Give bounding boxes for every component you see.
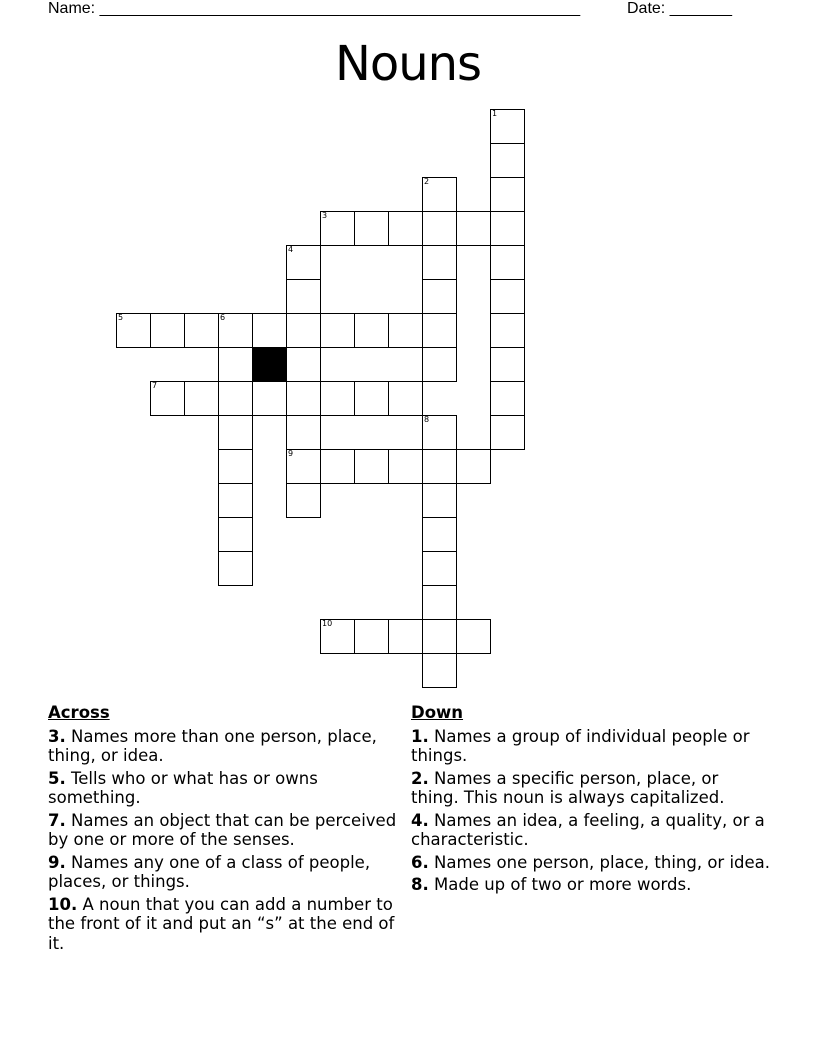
crossword-cell[interactable] (388, 381, 423, 416)
crossword-cell[interactable] (354, 211, 389, 246)
clue-number: 10. (48, 894, 78, 914)
cell-number: 3 (322, 211, 328, 220)
crossword-cell[interactable] (286, 483, 321, 518)
across-clue (48, 853, 413, 892)
clue-number: 1. (411, 726, 429, 746)
down-clue (411, 727, 771, 766)
clue-text: Names an object that can be perceived by one or more of the senses. (48, 810, 397, 849)
down-heading: Down (411, 703, 464, 722)
crossword-cell[interactable] (456, 211, 491, 246)
clue-text: Names more than one person, place, thing, or idea. (48, 726, 377, 765)
clue-text: A noun that you can add a number to the front of it and put an “s” at the end of it. (48, 894, 395, 953)
crossword-cell[interactable] (490, 211, 525, 246)
clue-text: Names a group of individual people or things. (411, 726, 750, 765)
crossword-cell[interactable] (354, 449, 389, 484)
across-heading: Across (48, 703, 110, 722)
crossword-cell[interactable] (490, 109, 525, 144)
across-clues (48, 703, 413, 956)
crossword-cell[interactable] (422, 585, 457, 620)
crossword-cell[interactable] (218, 483, 253, 518)
crossword-cell[interactable] (286, 415, 321, 450)
crossword-cell[interactable] (490, 279, 525, 314)
across-clue (48, 895, 413, 954)
crossword-cell[interactable] (422, 347, 457, 382)
clue-number: 4. (411, 810, 429, 830)
crossword-cell[interactable] (490, 415, 525, 450)
clue-number: 2. (411, 768, 429, 788)
crossword-cell[interactable] (184, 313, 219, 348)
crossword-cell[interactable] (286, 347, 321, 382)
crossword-cell[interactable] (286, 381, 321, 416)
clue-text: Names one person, place, thing, or idea. (428, 852, 771, 872)
clue-number: 7. (48, 810, 66, 830)
cell-number: 5 (118, 313, 124, 322)
down-clue (411, 769, 771, 808)
crossword-cell[interactable] (490, 177, 525, 212)
crossword-cell[interactable] (388, 449, 423, 484)
cell-number: 10 (322, 619, 333, 628)
clue-text: Names a specific person, place, or thing. This noun is always capitalized. (411, 768, 725, 807)
page-title: Nouns (334, 36, 482, 92)
crossword-cell[interactable] (354, 381, 389, 416)
clue-text: Made up of two or more words. (428, 875, 692, 894)
crossword-cell[interactable] (218, 517, 253, 552)
clue-text: Tells who or what has or owns something. (48, 768, 318, 807)
clue-number: 3. (48, 726, 66, 746)
crossword-cell[interactable] (422, 517, 457, 552)
crossword-cell[interactable] (490, 347, 525, 382)
down-clue (411, 875, 771, 895)
clue-number: 6. (411, 852, 429, 872)
cell-number: 9 (288, 449, 294, 458)
crossword-cell[interactable] (218, 449, 253, 484)
crossword-cell[interactable] (422, 415, 457, 450)
crossword-cell[interactable] (422, 211, 457, 246)
crossword-cell[interactable] (422, 619, 457, 654)
cell-number: 2 (424, 177, 430, 186)
across-clue (48, 769, 413, 808)
crossword-cell[interactable] (218, 347, 253, 382)
crossword-cell[interactable] (320, 313, 355, 348)
crossword-cell[interactable] (388, 619, 423, 654)
crossword-cell[interactable] (286, 449, 321, 484)
crossword-cell[interactable] (422, 177, 457, 212)
date-field: Date: _______ (627, 0, 732, 17)
down-clue (411, 811, 771, 850)
crossword-cell[interactable] (490, 245, 525, 280)
across-clue (48, 727, 413, 766)
down-clue-list (411, 727, 771, 895)
clue-number: 5. (48, 768, 66, 788)
crossword-cell[interactable] (218, 381, 253, 416)
crossword-cell[interactable] (388, 313, 423, 348)
crossword-cell[interactable] (116, 313, 151, 348)
crossword-cell[interactable] (490, 143, 525, 178)
crossword-cell[interactable] (422, 279, 457, 314)
cell-number: 8 (424, 415, 430, 424)
crossword-cell[interactable] (150, 381, 185, 416)
cell-number: 4 (288, 245, 294, 254)
cell-number: 1 (492, 109, 498, 118)
clue-number: 9. (48, 852, 66, 872)
crossword-cell[interactable] (286, 313, 321, 348)
across-clue-list (48, 727, 413, 954)
clue-text: Names an idea, a feeling, a quality, or a characteristic. (411, 810, 765, 849)
cell-number: 6 (220, 313, 226, 322)
crossword-cell[interactable] (490, 313, 525, 348)
crossword-cell[interactable] (252, 313, 287, 348)
crossword-cell[interactable] (422, 653, 457, 688)
down-clue (411, 853, 771, 873)
crossword-cell[interactable] (320, 211, 355, 246)
blocked-cell (252, 347, 287, 382)
crossword-cell[interactable] (490, 381, 525, 416)
down-clues (411, 703, 771, 898)
cell-number: 7 (152, 381, 158, 390)
crossword-cell[interactable] (218, 551, 253, 586)
crossword-cell[interactable] (218, 313, 253, 348)
crossword-cell[interactable] (286, 279, 321, 314)
crossword-cell[interactable] (354, 619, 389, 654)
crossword-cell[interactable] (184, 381, 219, 416)
crossword-cell[interactable] (320, 619, 355, 654)
crossword-cell[interactable] (320, 381, 355, 416)
crossword-cell[interactable] (354, 313, 389, 348)
crossword-cell[interactable] (286, 245, 321, 280)
crossword-cell[interactable] (320, 449, 355, 484)
crossword-cell[interactable] (388, 211, 423, 246)
crossword-cell[interactable] (422, 551, 457, 586)
crossword-cell[interactable] (150, 313, 185, 348)
crossword-cell[interactable] (218, 415, 253, 450)
across-clue (48, 811, 413, 850)
crossword-cell[interactable] (252, 381, 287, 416)
clue-text: Names any one of a class of people, places, or things. (48, 852, 371, 891)
name-field: Name: ______________________________________________________ (48, 0, 581, 17)
crossword-cell[interactable] (422, 449, 457, 484)
clue-number: 8. (411, 875, 429, 894)
crossword-cell[interactable] (422, 483, 457, 518)
crossword-cell[interactable] (422, 313, 457, 348)
crossword-cell[interactable] (456, 619, 491, 654)
crossword-cell[interactable] (422, 245, 457, 280)
crossword-cell[interactable] (456, 449, 491, 484)
